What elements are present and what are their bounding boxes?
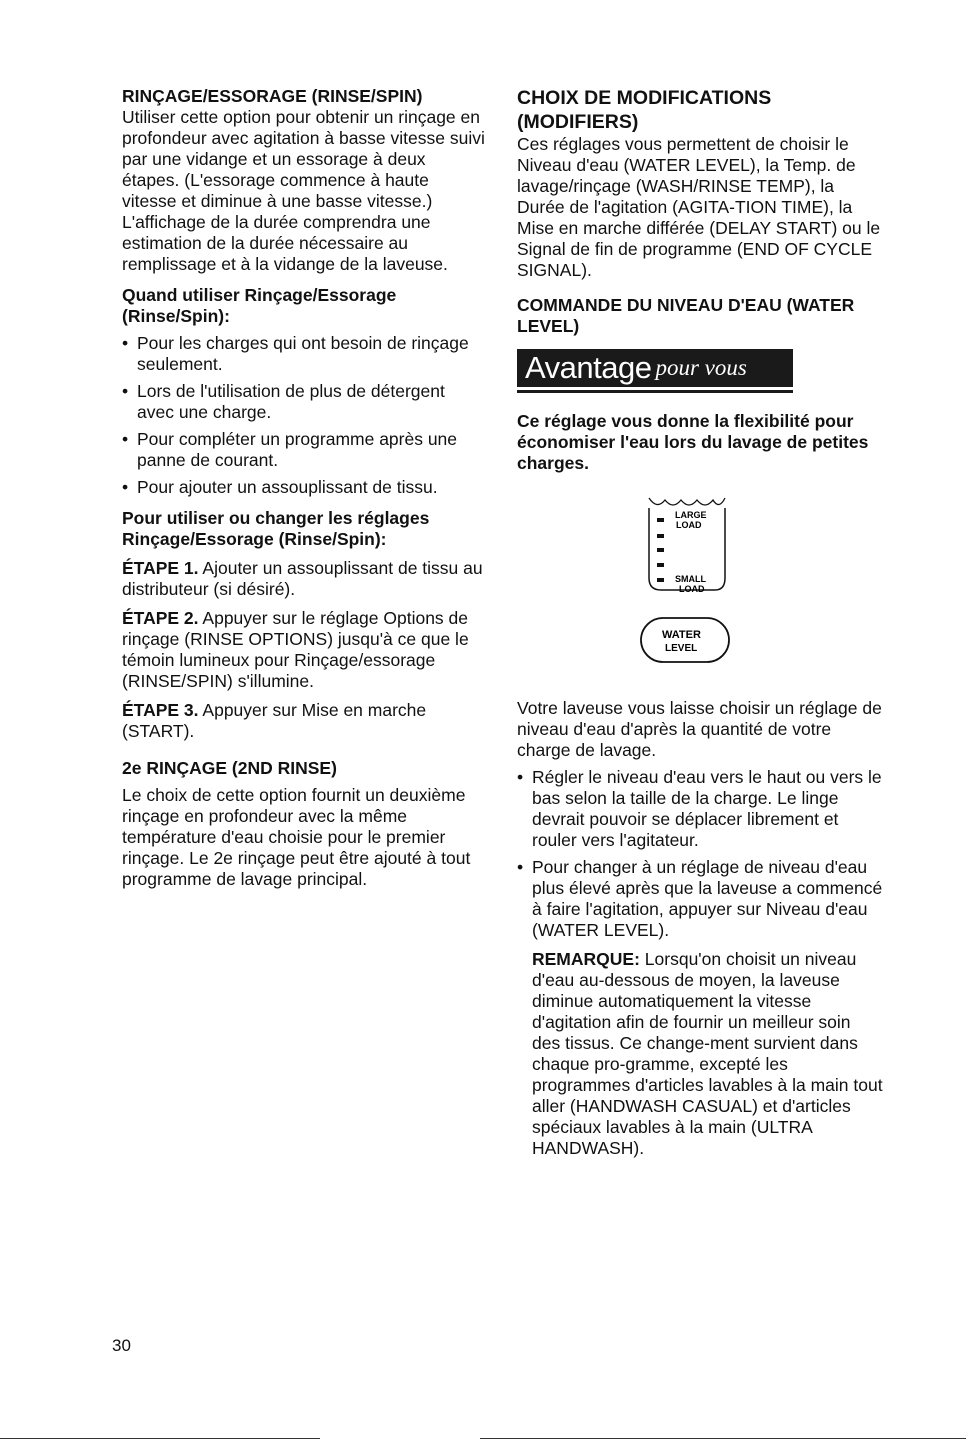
indicator-light-4: [657, 563, 664, 567]
second-rinse-heading: 2e RINÇAGE (2ND RINSE): [122, 758, 337, 778]
step-2-text: Appuyer sur le réglage Options de rinçage (RINSE OPTIONS) jusqu'à ce que le témoin lumineux pour Rinçage/essorage (RINSE/SPIN) s'illumine.: [122, 608, 469, 691]
how-to-use-heading: Pour utiliser ou changer les réglages Rinçage/Essorage (Rinse/Spin):: [122, 508, 430, 549]
second-rinse-paragraph: Le choix de cette option fournit un deuxième rinçage en profondeur avec la même température d'eau choisie pour le premier rinçage. Le 2e rinçage peut être ajouté à tout programme de lavage principal.: [122, 785, 471, 889]
small-load-label-2: LOAD: [679, 584, 705, 594]
footer-rule-left: [0, 1438, 320, 1439]
water-level-control-svg: [517, 488, 883, 698]
indicator-light-3: [657, 548, 664, 552]
list-item: • Lors de l'utilisation de plus de détergent avec une charge.: [122, 381, 486, 423]
indicator-light-1: [657, 518, 664, 522]
water-level-control-diagram: [517, 488, 883, 698]
right-column: [517, 86, 883, 1159]
list-item: • Pour changer à un réglage de niveau d'eau plus élevé après que la laveuse a commencé à faire l'agitation, appuyer sur Niveau d'eau (WATER LEVEL).: [517, 857, 883, 941]
step-2: [122, 608, 486, 692]
water-level-paragraph: Votre laveuse vous laisse choisir un réglage de niveau d'eau d'après la quantité de votre charge de lavage.: [517, 698, 882, 760]
note-label: REMARQUE:: [532, 949, 640, 969]
step-1-text: Ajouter un assouplissant de tissu au distributeur (si désiré).: [122, 558, 483, 599]
banner-underline: [517, 390, 793, 393]
indicator-light-5: [657, 578, 664, 582]
list-item: • Régler le niveau d'eau vers le haut ou vers le bas selon la taille de la charge. Le linge devrait pouvoir se déplacer librement et rouler vers l'agitateur.: [517, 767, 883, 851]
list-item: • Pour les charges qui ont besoin de rinçage seulement.: [122, 333, 486, 375]
rinse-spin-paragraph: Utiliser cette option pour obtenir un rinçage en profondeur avec agitation à basse vitesse suivi par une vidange et un essorage à deux étapes. (L'essorage commence à haute vitesse et diminue à une basse vitesse.) L'affichage de la durée comprendra une estimation de la durée nécessaire au remplissage et à la vidange de la laveuse.: [122, 107, 485, 274]
step-1: [122, 558, 486, 600]
modifiers-heading: CHOIX DE MODIFICATIONS (MODIFIERS): [517, 87, 772, 133]
indicator-light-2: [657, 534, 664, 538]
step-3-label: ÉTAPE 3.: [122, 700, 199, 720]
step-1-label: ÉTAPE 1.: [122, 558, 199, 578]
wave-icon: [649, 498, 725, 505]
left-column: [122, 86, 486, 890]
water-level-button-label-2: LEVEL: [665, 643, 698, 654]
water-level-heading: COMMANDE DU NIVEAU D'EAU (WATER LEVEL): [517, 295, 855, 336]
step-3: [122, 700, 486, 742]
list-item: • Pour compléter un programme après une panne de courant.: [122, 429, 486, 471]
small-load-label-1: SMALL: [675, 574, 706, 584]
large-load-label-1: LARGE: [675, 510, 707, 520]
benefit-heading: Ce réglage vous donne la flexibilité pour économiser l'eau lors du lavage de petites charges.: [517, 411, 869, 473]
large-load-label-2: LOAD: [676, 520, 702, 530]
banner-main-text: Avantage: [525, 350, 652, 385]
modifiers-paragraph: Ces réglages vous permettent de choisir le Niveau d'eau (WATER LEVEL), la Temp. de lavage/rinçage (WASH/RINSE TEMP), la Durée de l'agitation (AGITA-TION TIME), la Mise en marche différée (DELAY START) ou le Signal de fin de programme (END OF CYCLE SIGNAL).: [517, 134, 881, 280]
step-2-label: ÉTAPE 2.: [122, 608, 199, 628]
note-text: Lorsqu'on choisit un niveau d'eau au-dessous de moyen, la laveuse diminue automatiquement la vitesse d'agitation afin de fournir un meilleur soin des tissus. Ce change-ment survient dans chaque pro-gramme, excepté les programmes d'articles lavables à la main tout aller (HANDWASH CASUAL) et d'articles spéciaux lavables à la main (ULTRA HANDWASH).: [532, 949, 883, 1158]
water-level-button-label-1: WATER: [662, 629, 701, 641]
when-to-use-heading: Quand utiliser Rinçage/Essorage (Rinse/Spin):: [122, 285, 397, 326]
list-item: • Pour ajouter un assouplissant de tissu.: [122, 477, 486, 498]
advantage-banner: [517, 349, 793, 393]
step-3-text: Appuyer sur Mise en marche (START).: [122, 700, 427, 741]
note: [517, 949, 883, 1159]
footer-rule-right: [480, 1438, 966, 1439]
page-number: 30: [112, 1336, 131, 1355]
banner-sub-text: pour vous: [655, 355, 747, 380]
rinse-spin-heading: RINÇAGE/ESSORAGE (RINSE/SPIN): [122, 86, 423, 106]
